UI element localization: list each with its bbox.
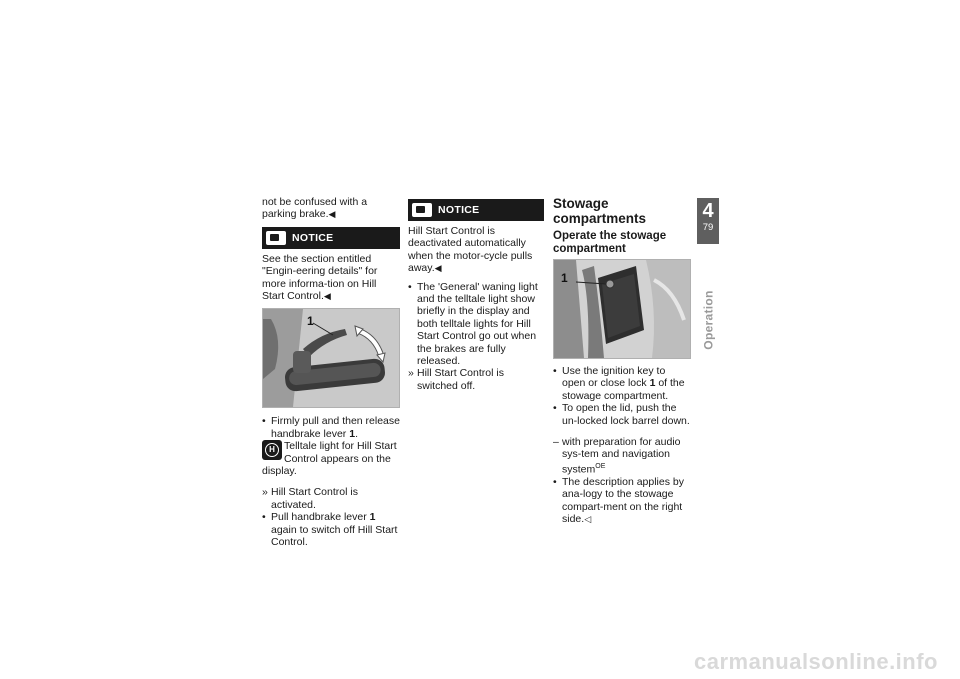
chapter-tab [697,198,719,244]
notice-label: NOTICE [438,203,480,216]
steps-list-1 [262,415,400,440]
telltale-after: display. [262,465,297,478]
list-item: • The description applies by ana-logy to the stowage compart-ment on the right side.◁ [553,476,691,526]
column-2 [408,196,544,392]
notice-bar [408,199,544,221]
option-list [553,436,691,525]
telltale-text: Telltale light for Hill Start Control appears on the [284,440,397,465]
list-item: » Hill Start Control is switched off. [408,367,544,392]
list-item: – with preparation for audio sys-tem and navigation system$^{OE}$ [553,436,691,476]
subsection-heading: Operate the stowage compartment [553,230,667,255]
notice-list [408,281,544,393]
callout-1: 1 [307,314,314,329]
list-item: • To open the lid, push the un-locked lock barrel down. [553,402,691,427]
end-mark-icon: ◀ [328,209,336,220]
stowage-steps [553,365,691,427]
end-mark-icon: ◁ [584,513,592,524]
column-1 [262,196,400,549]
notice-icon [412,203,432,217]
list-item: • The 'General' waning light and the telltale light show briefly in the display and both telltale lights for Hill Start Control go out when the brakes are fully released. [408,281,544,368]
end-mark-icon: ◀ [434,263,442,274]
notice-label: NOTICE [292,231,334,244]
chapter-title-vertical [692,290,726,350]
stowage-compartment-image [553,259,691,359]
notice-text: See the section entitled "Engin-eering details" for more informa-tion on Hill Start Control.◀ [262,252,378,303]
handbrake-illustration [263,309,399,407]
telltale-row [262,440,400,465]
chapter-title: Operation [702,290,716,350]
notice-bar [262,227,400,249]
chapter-number: 4 [702,200,714,222]
column-3 [553,196,691,525]
intro-text: not be confused with a parking brake.◀ [262,196,368,221]
notice-icon [266,231,286,245]
hill-start-telltale-icon: H [262,440,282,460]
stowage-illustration [554,260,690,358]
page-number: 79 [702,222,714,233]
callout-1: 1 [561,271,568,285]
end-mark-icon: ◀ [323,291,331,302]
watermark: carmanualsonline.info [694,649,938,674]
steps-list-2 [262,486,400,548]
notice-text: Hill Start Control is deactivated automatically when the motor-cycle pulls away.◀ [408,225,533,275]
handbrake-lever-image [262,308,400,408]
list-item: • Firmly pull and then release handbrake lever 1. [262,415,400,440]
list-item: » Hill Start Control is activated. [262,486,400,511]
section-heading: Stowage compartments [553,196,647,226]
list-item: • Use the ignition key to open or close lock 1 of the stowage compartment. [553,365,691,402]
list-item: • Pull handbrake lever 1 again to switch off Hill Start Control. [262,511,400,548]
